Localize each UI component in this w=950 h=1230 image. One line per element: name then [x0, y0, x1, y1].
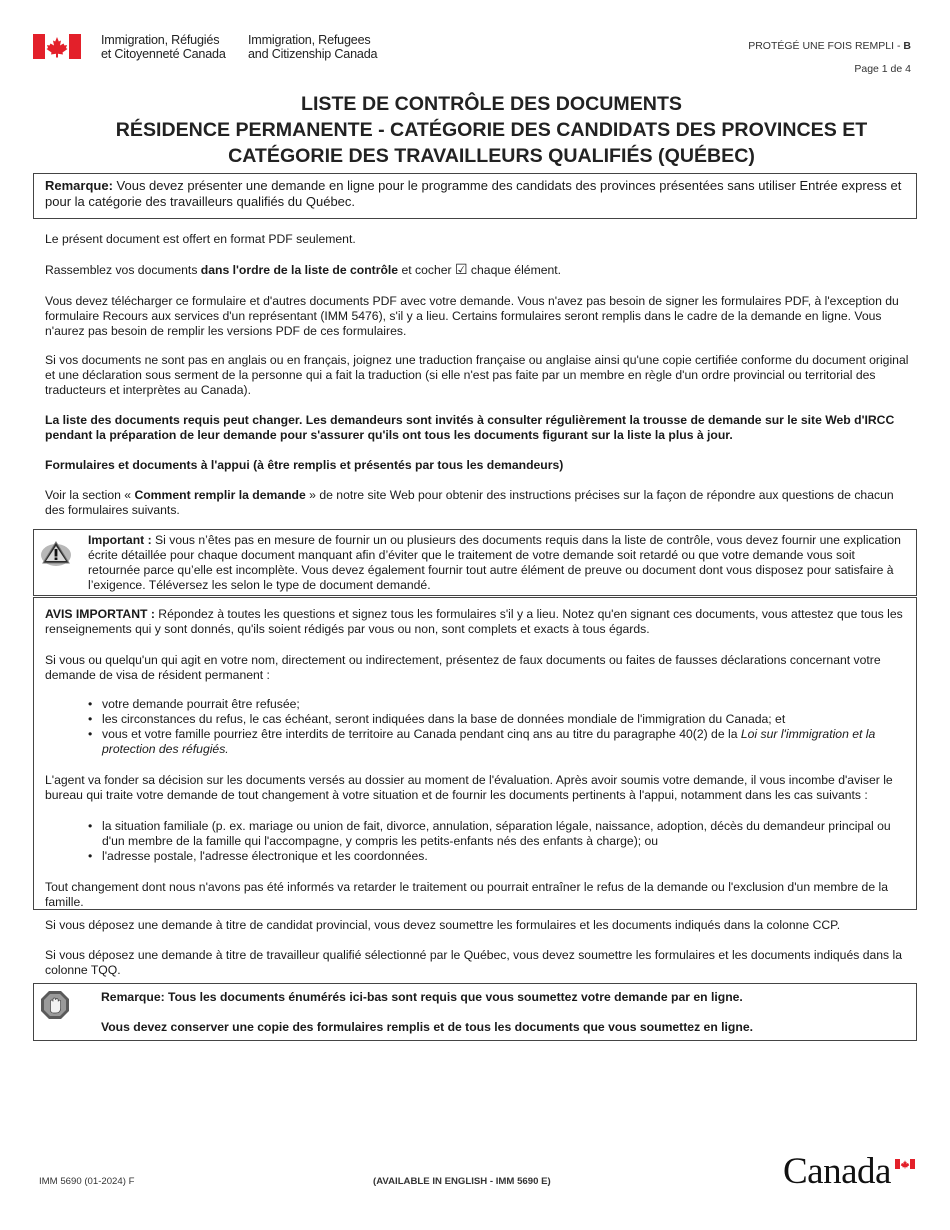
avis-officer-decision: L'agent va fonder sa décision sur les documents versés au dossier au moment de l'évaluation. Après avoir soumis votre demande, il vous incombe d'aviser le bureau qui traite votre demande de tout changement à votre situation et de fournir les documents pertinents à l'appui, notamment dans les cas suivants : — [45, 773, 893, 802]
intro-gather-end: chaque élément. — [467, 263, 562, 277]
intro-pdf-only: Le présent document est offert en format PDF seulement. — [45, 232, 356, 246]
changes-list — [88, 819, 910, 864]
remark-box — [33, 173, 917, 219]
remark-label: Remarque: — [45, 178, 113, 193]
dept-fr-line1: Immigration, Réfugiés — [101, 33, 220, 47]
dept-en-line1: Immigration, Refugees — [248, 33, 371, 47]
intro-see-section — [45, 488, 915, 518]
list-item: • la situation familiale (p. ex. mariage ou union de fait, divorce, annulation, séparation légale, naissance, adoption, décès du demandeur principal ou d'un membre de la famille qui l'accompagne, y compris les petits-enfants nés des enfants à charge); ou — [88, 819, 910, 849]
warning-icon — [40, 538, 72, 568]
intro-gather-after: et cocher — [398, 263, 455, 277]
avis-p1: Répondez à toutes les questions et signez tous les formulaires s'il y a lieu. Notez qu'en signant ces documents, vous attestez que tous les renseignements qui y sont donnés, qu'ils soient rédigés par vous ou non, sont complets et exacts à tous égards. — [45, 607, 903, 636]
intro-gather-bold: dans l'ordre de la liste de contrôle — [200, 263, 399, 277]
canada-flag-icon — [33, 34, 81, 59]
avis-false-declarations: Si vous ou quelqu'un qui agit en votre nom, directement ou indirectement, présentez de faux documents ou faites de fausses déclarations concernant votre demande de visa de résident permanent : — [45, 653, 881, 682]
important-body: Si vous n’êtes pas en mesure de fournir un ou plusieurs des documents requis dans la liste de contrôle, vous devez fournir une explication écrite détaillée pour chaque document manquant afin d’éviter que le traitement de votre demande soit retardé ou que votre demande vous soit retournée parce qu’elle est incomplète. Vous devez également fournir tout autre élément de preuve ou document dont vous disposez pour satisfaire à l’exigence. Téléversez les selon le type de document demandé. — [88, 533, 901, 592]
english-version-note: (AVAILABLE IN ENGLISH - IMM 5690 E) — [373, 1176, 551, 1187]
page-title: LISTE DE CONTRÔLE DES DOCUMENTS — [300, 93, 682, 115]
protected-marker — [748, 39, 911, 54]
canada-wordmark: Canada — [783, 1151, 891, 1192]
remark-text: Vous devez présenter une demande en ligne pour le programme des candidats des provinces présentées sans utiliser Entrée express et pour la catégorie des travailleurs qualifiés du Québec. — [45, 178, 902, 209]
intro-gather-text: Rassemblez vos documents — [45, 263, 201, 277]
important-label: Important : — [88, 533, 152, 547]
list-item: • votre demande pourrait être refusée; — [88, 697, 910, 712]
avis-intro — [45, 607, 915, 637]
form-identifier: IMM 5690 (01-2024) F — [39, 1176, 135, 1187]
list-item: • les circonstances du refus, le cas échéant, seront indiquées dans la base de données mondiale de l'immigration du Canada; et — [88, 712, 910, 727]
list-item — [88, 727, 910, 757]
page-number: Page 1 de 4 — [854, 63, 911, 75]
intro-translation: Si vos documents ne sont pas en anglais ou en français, joignez une traduction française ou anglaise ainsi qu'une copie certifiée conforme du document original et une déclaration sous serment de la personne qui a fait la traduction (si elle n'est pas faite par un membre en règle d'un ordre provincial ou territorial des traducteurs et interprètes au Canada). — [45, 353, 909, 397]
page-subtitle-line2: CATÉGORIE DES TRAVAILLEURS QUALIFIÉS (QUÉBEC) — [228, 145, 755, 167]
online-remark-text — [101, 990, 901, 1035]
page-subtitle-line1: RÉSIDENCE PERMANENTE - CATÉGORIE DES CANDIDATS DES PROVINCES ET — [115, 119, 868, 141]
intro-see-link: Comment remplir la demande — [134, 488, 306, 502]
list-item-text: vous et votre famille pourriez être interdits de territoire au Canada pendant cinq ans au titre du paragraphe 40(2) de la — [102, 727, 741, 741]
intro-gather-documents — [45, 263, 915, 278]
department-name-en — [248, 33, 377, 61]
important-text — [88, 533, 910, 593]
intro-upload-forms: Vous devez télécharger ce formulaire et d'autres documents PDF avec votre demande. Vous n'avez pas besoin de signer les formulaires PDF, à l'exception du formulaire Recours aux services d'un représentant (IMM 5476), s'il y a lieu. Certains formulaires seront remplis dans le cadre de la demande en ligne. Vous n'aurez pas besoin de remplir les versions PDF de ces formulaires. — [45, 294, 899, 338]
dept-fr-line2: et Citoyenneté Canada — [101, 47, 226, 61]
department-name-fr — [101, 33, 226, 61]
protected-label: PROTÉGÉ UNE FOIS REMPLI - — [748, 40, 904, 52]
online-remark-line1: Remarque: Tous les documents énumérés ici-bas sont requis que vous soumettez votre demande par en ligne. — [101, 990, 743, 1004]
stop-hand-icon — [39, 989, 71, 1021]
intro-see-before: Voir la section « — [45, 488, 135, 502]
protected-level: B — [903, 40, 911, 52]
pnp-columns-note: Si vous déposez une demande à titre de candidat provincial, vous devez soumettre les formulaires et les documents indiqués dans la colonne CCP. — [45, 918, 841, 932]
avis-label: AVIS IMPORTANT : — [45, 607, 155, 621]
checkbox-icon: ☑ — [454, 261, 468, 277]
online-remark-line2: Vous devez conserver une copie des formulaires remplis et de tous les documents que vous soumettez en ligne. — [101, 1020, 753, 1034]
consequences-list — [88, 697, 910, 757]
quebec-columns-note: Si vous déposez une demande à titre de travailleur qualifié sélectionné par le Québec, vous devez soumettre les formulaires et les documents indiqués dans la colonne TQQ. — [45, 948, 902, 977]
list-item: • l'adresse postale, l'adresse électronique et les coordonnées. — [88, 849, 910, 864]
law-title: Loi sur l'immigration et la protection des réfugiés. — [102, 727, 876, 756]
section-heading-forms: Formulaires et documents à l'appui (à être remplis et présentés par tous les demandeurs) — [45, 458, 564, 472]
dept-en-line2: and Citizenship Canada — [248, 47, 378, 61]
canada-wordmark-flag-icon — [895, 1159, 915, 1169]
avis-unreported-changes: Tout changement dont nous n'avons pas été informés va retarder le traitement ou pourrait entraîner le refus de la demande ou l'exclusion d'un membre de la famille. — [45, 880, 888, 909]
intro-list-may-change: La liste des documents requis peut changer. Les demandeurs sont invités à consulter régulièrement la trousse de demande sur le site Web d'IRCC pendant la préparation de leur demande pour s'assurer qu'ils ont tous les documents figurant sur la liste la plus à jour. — [45, 413, 895, 442]
intro-see-after: » de notre site Web pour obtenir des instructions précises sur la façon de répondre aux questions de chacun des formulaires suivants. — [45, 488, 894, 517]
